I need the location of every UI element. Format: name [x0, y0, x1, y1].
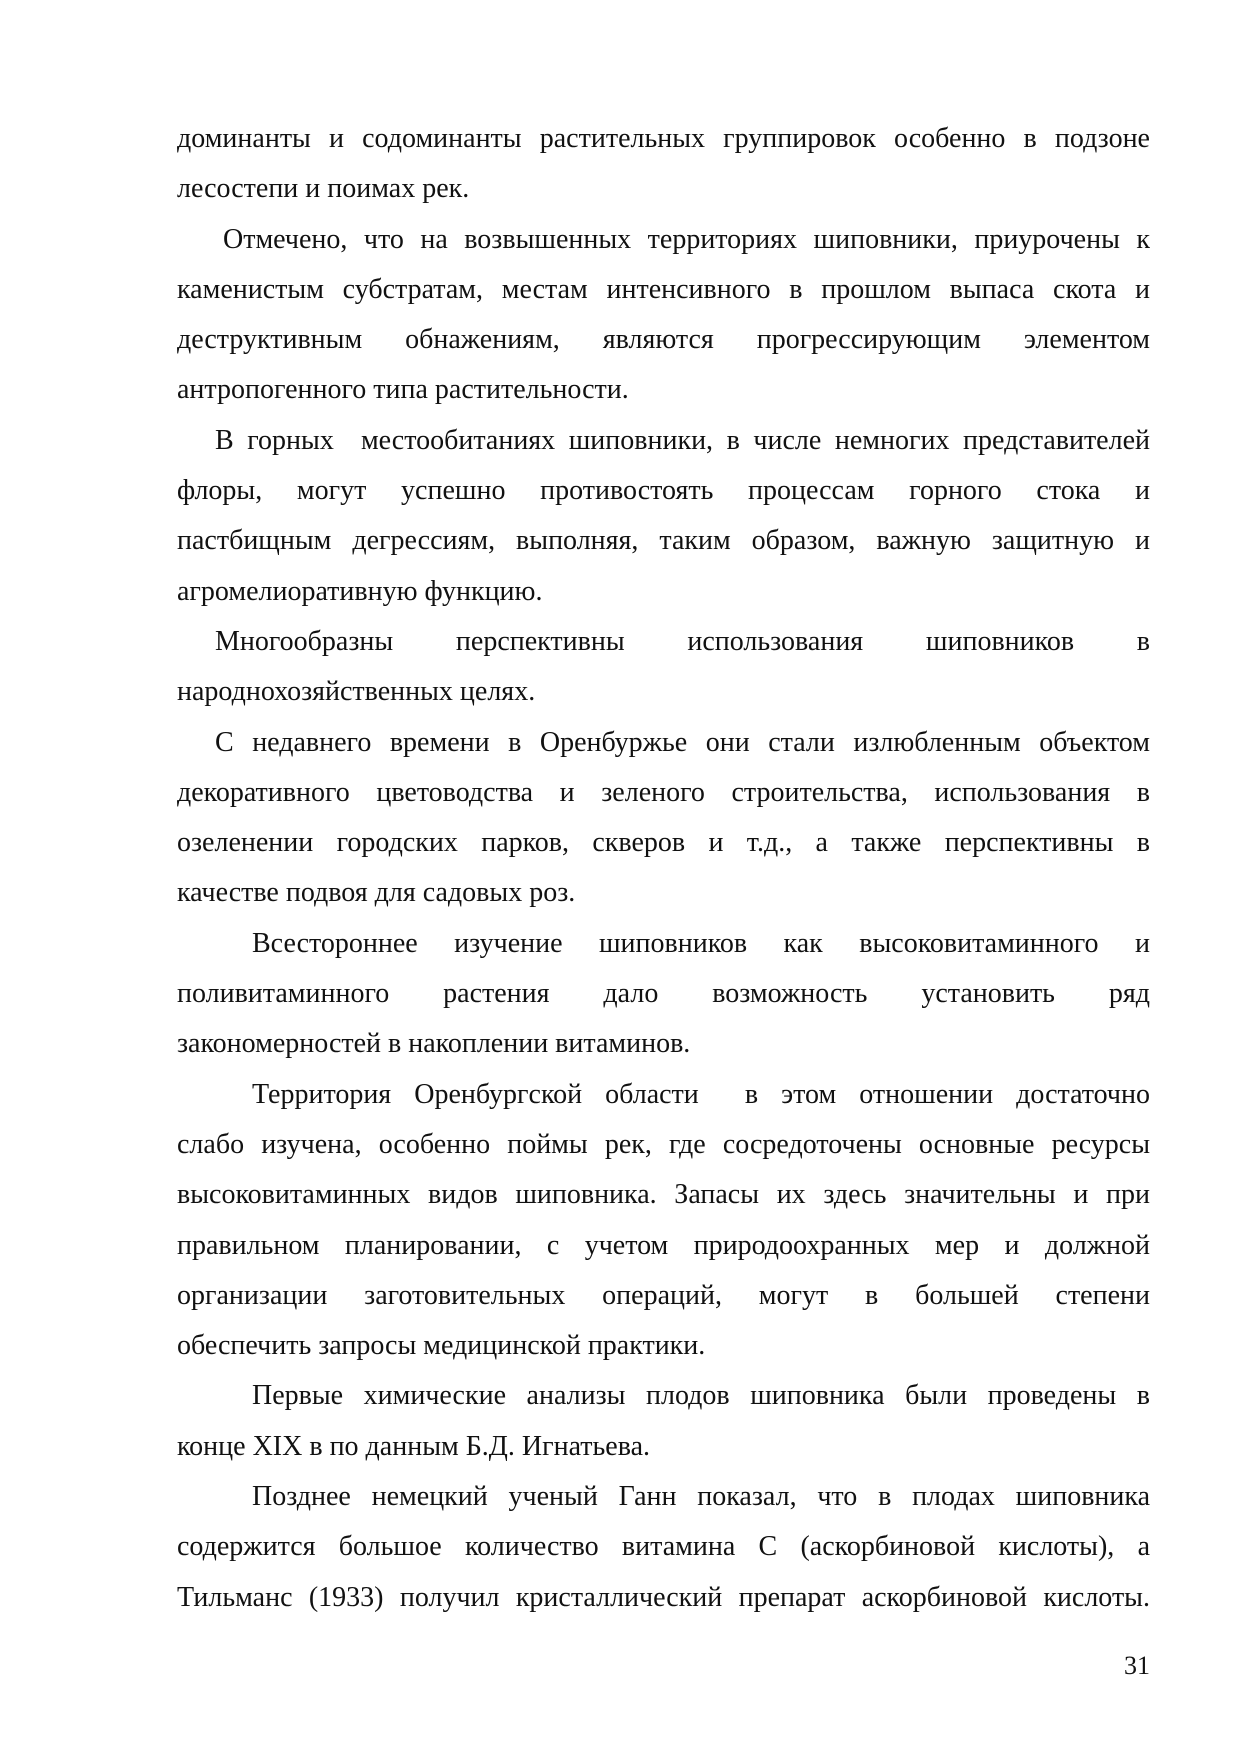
text-line: каменистым субстратам, местам интенсивного в прошлом выпаса скота и: [177, 273, 1150, 305]
text-line: деструктивным обнажениям, являются прогрессирующим элементом: [177, 324, 1150, 356]
text-line: флоры, могут успешно противостоять процессам горного стока и: [177, 475, 1150, 507]
text-line: доминанты и содоминанты растительных группировок особенно в подзоне: [177, 123, 1150, 154]
text-line: содержится большое количество витамина С (аскорбиновой кислоты), а: [177, 1531, 1150, 1563]
text-line: Тильманс (1933) получил кристаллический препарат аскорбиновой кислоты.: [177, 1581, 1150, 1613]
text-line: конце XIX в по данным Б.Д. Игнатьева.: [177, 1430, 651, 1462]
paragraph: [177, 1472, 1150, 1623]
text-line: обеспечить запросы медицинской практики.: [177, 1330, 706, 1362]
text-line: закономерностей в накоплении витаминов.: [177, 1028, 691, 1060]
text-line: Первые химические анализы плодов шиповника были проведены в: [252, 1380, 1150, 1412]
paragraph: [177, 1070, 1150, 1372]
paragraph: [177, 919, 1150, 1070]
text-line: декоративного цветоводства и зеленого строительства, использования в: [177, 776, 1150, 808]
text-line: Многообразны перспективны использования шиповников в: [215, 625, 1150, 657]
text-line: слабо изучена, особенно поймы рек, где сосредоточены основные ресурсы: [177, 1128, 1150, 1160]
paragraph: [177, 215, 1150, 416]
page-number: 31: [1124, 1651, 1150, 1680]
text-line: Территория Оренбургской области в этом отношении достаточно: [252, 1078, 1150, 1110]
text-line: Отмечено, что на возвышенных территориях шиповники, приурочены к: [223, 223, 1150, 255]
text-line: С недавнего времени в Оренбуржье они стали излюбленным объектом: [215, 726, 1150, 758]
text-line: антропогенного типа растительности.: [177, 374, 629, 406]
paragraph: [177, 416, 1150, 617]
text-line: качестве подвоя для садовых роз.: [177, 877, 576, 909]
paragraph: [177, 718, 1150, 919]
text-line: Всестороннее изучение шиповников как высоковитаминного и: [252, 927, 1150, 959]
text-line: высоковитаминных видов шиповника. Запасы их здесь значительны и при: [177, 1179, 1150, 1211]
text-line: Позднее немецкий ученый Ганн показал, что в плодах шиповника: [252, 1481, 1150, 1513]
text-line: В горных местообитаниях шиповники, в числе немногих представителей: [215, 424, 1150, 456]
paragraph: [177, 617, 1150, 718]
paragraph: [177, 1371, 1150, 1472]
text-line: пастбищным дегрессиям, выполняя, таким образом, важную защитную и: [177, 525, 1150, 557]
text-line: народнохозяйственных целях.: [177, 676, 536, 708]
paragraph: [177, 114, 1150, 215]
text-line: организации заготовительных операций, могут в большей степени: [177, 1279, 1150, 1311]
body-text: [177, 114, 1150, 1623]
text-line: агромелиоративную функцию.: [177, 575, 543, 607]
text-line: озеленении городских парков, скверов и т.д., а также перспективны в: [177, 827, 1150, 859]
text-line: поливитаминного растения дало возможность установить ряд: [177, 978, 1150, 1010]
text-line: лесостепи и поимах рек.: [177, 173, 470, 205]
text-line: правильном планировании, с учетом природоохранных мер и должной: [177, 1229, 1150, 1261]
